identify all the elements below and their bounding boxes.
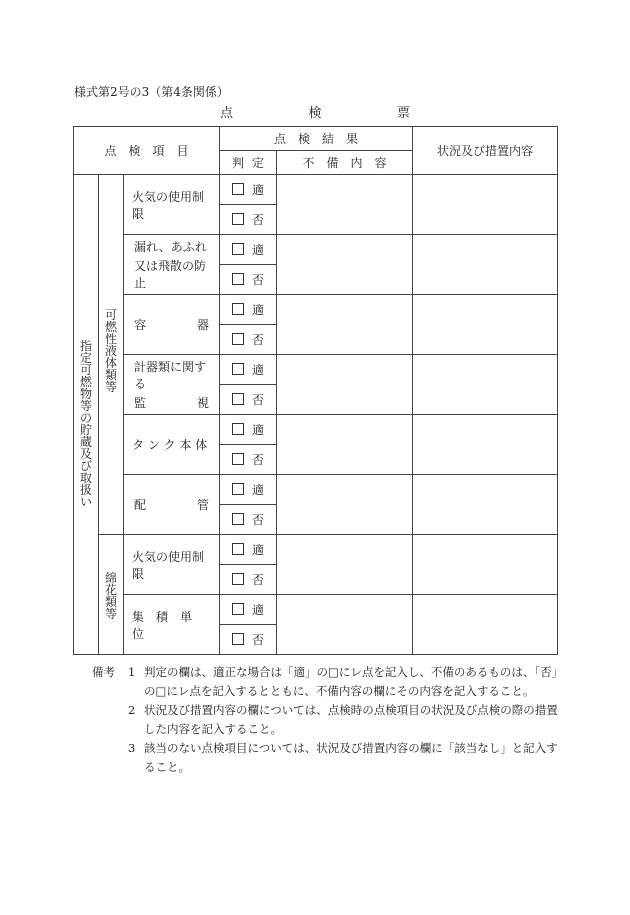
status-cell[interactable] xyxy=(413,415,558,475)
vertical-char: 燃 xyxy=(79,374,92,389)
note-item: 備考 1 判定の欄は、適正な場合は「適」の□にレ点を記入し、不備のあるものは、「否」の□にレ点を記入するとともに、不備内容の欄にその内容を記入すること。 xyxy=(92,663,562,701)
category-main-text xyxy=(74,340,98,508)
form-code: 様式第2号の3（第4条関係） xyxy=(74,85,229,99)
status-cell[interactable] xyxy=(413,595,558,655)
group-label-text xyxy=(99,572,123,620)
group-label-text xyxy=(99,309,123,393)
vertical-char: 可 xyxy=(79,362,92,377)
judgment-ok-cell[interactable]: 適 xyxy=(220,475,277,505)
title-char: 点 xyxy=(220,106,234,121)
item-tank-body: タ ン ク 本 体 xyxy=(124,415,220,475)
title-char: 検 xyxy=(308,106,322,121)
note-item: 3 該当のない点検項目については、状況及び措置内容の欄に「該当なし」と記入すること。 xyxy=(128,741,558,774)
vertical-char: 類 xyxy=(104,594,117,609)
vertical-char: 指 xyxy=(79,338,92,353)
item-fire-use: 火気の使用制限 xyxy=(124,535,220,595)
defect-cell[interactable] xyxy=(277,295,413,355)
judgment-ng-cell[interactable]: 否 xyxy=(220,505,277,535)
defect-cell[interactable] xyxy=(277,235,413,295)
item-piping: 配 管 xyxy=(124,475,220,535)
vertical-char: 可 xyxy=(104,307,117,322)
vertical-char: 燃 xyxy=(104,319,117,334)
defect-cell[interactable] xyxy=(277,355,413,415)
status-cell[interactable] xyxy=(413,475,558,535)
header-inspection-item: 点 検 項 目 xyxy=(74,127,220,175)
status-cell[interactable] xyxy=(413,295,558,355)
judgment-ng-cell[interactable]: 否 xyxy=(220,625,277,655)
defect-cell[interactable] xyxy=(277,175,413,235)
vertical-char: 取 xyxy=(79,470,92,485)
checkbox-ng xyxy=(232,273,244,285)
vertical-char: 体 xyxy=(104,355,117,370)
item-leak-prevention: 漏れ、あふれ 又は飛散の防止 xyxy=(124,235,220,295)
inspection-table xyxy=(73,126,558,655)
defect-cell[interactable] xyxy=(277,475,413,535)
vertical-char: 花 xyxy=(104,582,117,597)
checkbox-ok xyxy=(232,183,244,195)
notes xyxy=(92,663,562,777)
vertical-char: 綿 xyxy=(104,570,117,585)
vertical-char: 液 xyxy=(104,343,117,358)
vertical-char: 等 xyxy=(79,398,92,413)
checkbox-ok xyxy=(232,243,244,255)
vertical-char: 類 xyxy=(104,367,117,382)
item-fire-use: 火気の使用制限 xyxy=(124,175,220,235)
judgment-ng-cell[interactable]: 否 xyxy=(220,445,277,475)
defect-cell[interactable] xyxy=(277,595,413,655)
title-char: 票 xyxy=(396,106,410,121)
judgment-ok-cell[interactable]: 適 xyxy=(220,535,277,565)
judgment-ok-cell[interactable]: 適 xyxy=(220,295,277,325)
checkbox-ok xyxy=(232,303,244,315)
notes-label: 備考 xyxy=(92,665,115,679)
judgment-ok-cell[interactable]: 適 xyxy=(220,415,277,445)
vertical-char: 扱 xyxy=(79,482,92,497)
judgment-ok-cell[interactable]: 適 xyxy=(220,355,277,385)
note-item: 2 状況及び措置内容の欄については、点検時の点検項目の状況及び点検の際の措置した内容を記入すること。 xyxy=(128,703,558,736)
checkbox-ng xyxy=(232,213,244,225)
judgment-ng-cell[interactable]: 否 xyxy=(220,385,277,415)
checkbox-ng xyxy=(232,633,244,645)
defect-cell[interactable] xyxy=(277,535,413,595)
judgment-ng-cell[interactable]: 否 xyxy=(220,325,277,355)
vertical-char: 蔵 xyxy=(79,434,92,449)
judgment-ok-cell[interactable]: 適 xyxy=(220,595,277,625)
checkbox-ok xyxy=(232,363,244,375)
vertical-char: 性 xyxy=(104,331,117,346)
judgment-ng-cell[interactable]: 否 xyxy=(220,205,277,235)
judgment-ng-cell[interactable]: 否 xyxy=(220,565,277,595)
item-container: 容 器 xyxy=(124,295,220,355)
item-gauge-monitoring: 計器類に関する 監 視 xyxy=(124,355,220,415)
header-defect: 不 備 内 容 xyxy=(277,151,413,175)
vertical-char: の xyxy=(79,410,92,425)
checkbox-ng xyxy=(232,393,244,405)
status-cell[interactable] xyxy=(413,175,558,235)
status-cell[interactable] xyxy=(413,355,558,415)
checkbox-ng xyxy=(232,333,244,345)
checkbox-ng xyxy=(232,513,244,525)
vertical-char: 及 xyxy=(79,446,92,461)
checkbox-ok xyxy=(232,423,244,435)
judgment-ng-cell[interactable]: 否 xyxy=(220,265,277,295)
checkbox-ok xyxy=(232,543,244,555)
vertical-char: 物 xyxy=(79,386,92,401)
form-title xyxy=(220,102,410,121)
vertical-char: び xyxy=(79,458,92,473)
vertical-char: 貯 xyxy=(79,422,92,437)
vertical-char: 等 xyxy=(104,606,117,621)
status-cell[interactable] xyxy=(413,535,558,595)
checkbox-ng xyxy=(232,453,244,465)
header-judgment: 判 定 xyxy=(220,151,277,175)
vertical-char: い xyxy=(79,494,92,509)
item-stacking-unit: 集 積 単 位 xyxy=(124,595,220,655)
checkbox-ng xyxy=(232,573,244,585)
vertical-char: 等 xyxy=(104,379,117,394)
defect-cell[interactable] xyxy=(277,415,413,475)
checkbox-ok xyxy=(232,603,244,615)
header-status: 状況及び措置内容 xyxy=(413,127,558,175)
group-label-cell xyxy=(99,535,124,655)
vertical-char: 定 xyxy=(79,350,92,365)
checkbox-ok xyxy=(232,483,244,495)
judgment-ok-cell[interactable]: 適 xyxy=(220,235,277,265)
group-label-cell xyxy=(99,175,124,535)
status-cell[interactable] xyxy=(413,235,558,295)
judgment-ok-cell[interactable]: 適 xyxy=(220,175,277,205)
category-main-cell xyxy=(74,175,99,655)
header-result: 点 検 結 果 xyxy=(220,127,413,151)
